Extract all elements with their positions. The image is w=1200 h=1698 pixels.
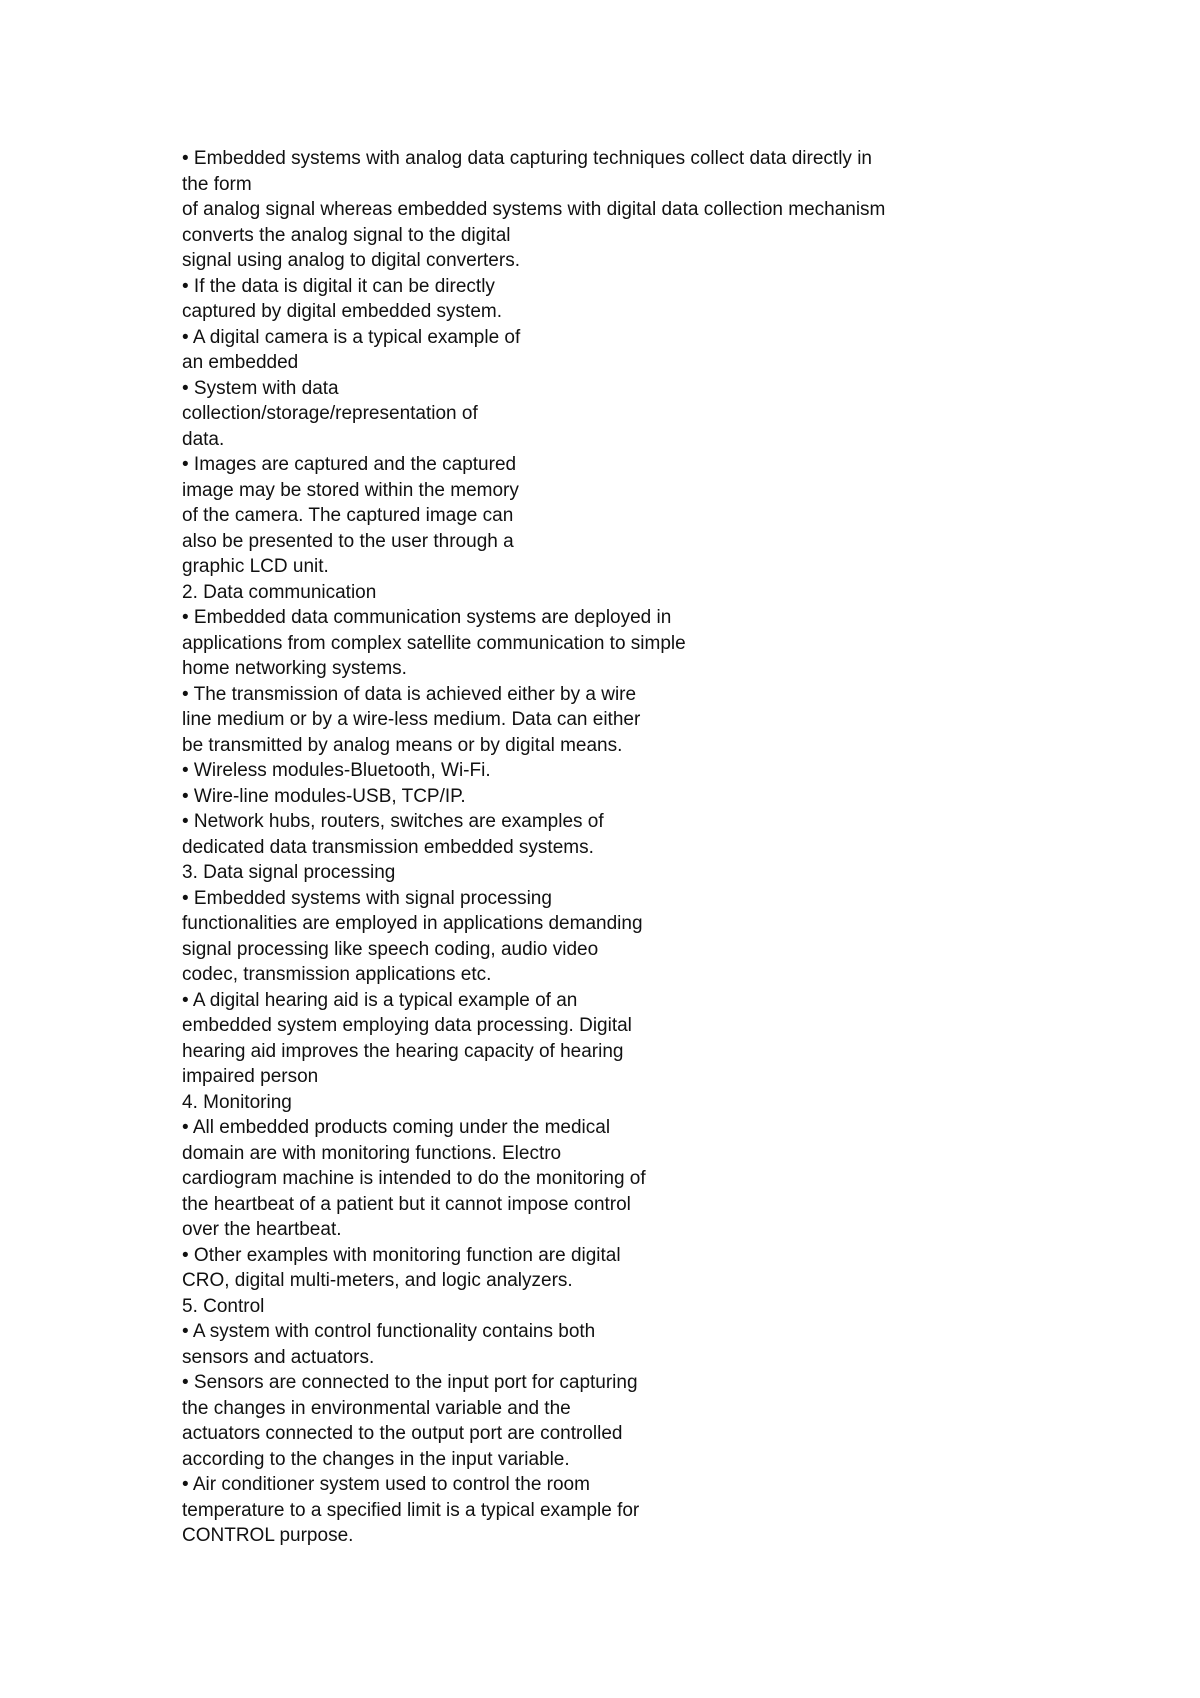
text-line: also be presented to the user through a [182, 530, 514, 552]
section-heading: 5. Control [182, 1295, 265, 1317]
text-line: graphic LCD unit. [182, 556, 329, 577]
text-line: • Network hubs, routers, switches are examples of [182, 811, 604, 832]
text-line: collection/storage/representation of [182, 403, 478, 424]
text-line: over the heartbeat. [182, 1219, 342, 1240]
text-line: hearing aid improves the hearing capacity of hearing [182, 1040, 624, 1062]
text-line: the changes in environmental variable and the [182, 1397, 571, 1419]
text-line: sensors and actuators. [182, 1346, 375, 1368]
text-line: • Air conditioner system used to control the room [182, 1474, 590, 1495]
section-heading: 3. Data signal processing [182, 862, 396, 883]
text-line: dedicated data transmission embedded systems. [182, 836, 594, 858]
text-line: CRO, digital multi-meters, and logic analyzers. [182, 1270, 573, 1291]
text-line: cardiogram machine is intended to do the monitoring of [182, 1168, 646, 1189]
text-line: codec, transmission applications etc. [182, 964, 492, 985]
section-heading: 4. Monitoring [182, 1091, 292, 1113]
text-line: impaired person [182, 1066, 319, 1087]
text-line: captured by digital embedded system. [182, 301, 503, 322]
text-line: • Embedded data communication systems are deployed in [182, 607, 672, 628]
text-line: applications from complex satellite communication to simple [182, 632, 686, 654]
text-line: actuators connected to the output port are controlled [182, 1423, 623, 1444]
text-line: • A system with control functionality contains both [182, 1321, 596, 1342]
text-line: CONTROL purpose. [182, 1525, 354, 1546]
document-body [182, 146, 1082, 1549]
text-line: signal processing like speech coding, audio video [182, 938, 599, 960]
text-line: • The transmission of data is achieved either by a wire [182, 683, 637, 705]
text-line: temperature to a specified limit is a typical example for [182, 1499, 640, 1521]
text-line: of the camera. The captured image can [182, 505, 514, 526]
text-line: an embedded [182, 352, 299, 373]
text-line: • Embedded systems with analog data capturing techniques collect data directly in [182, 148, 872, 169]
text-line: • Embedded systems with signal processing [182, 887, 552, 909]
text-line: • A digital hearing aid is a typical example of an [182, 989, 578, 1011]
text-line: be transmitted by analog means or by digital means. [182, 734, 623, 756]
text-line: • All embedded products coming under the medical [182, 1117, 611, 1138]
text-line: signal using analog to digital converters. [182, 250, 520, 271]
text-line: functionalities are employed in applications demanding [182, 913, 643, 934]
text-line: the form [182, 173, 252, 195]
section-heading: 2. Data communication [182, 581, 377, 603]
text-line: • Sensors are connected to the input port for capturing [182, 1372, 638, 1393]
text-line: according to the changes in the input variable. [182, 1448, 570, 1470]
text-line: • Wireless modules-Bluetooth, Wi-Fi. [182, 760, 491, 781]
text-line: image may be stored within the memory [182, 479, 519, 501]
text-line: home networking systems. [182, 658, 407, 679]
text-line: line medium or by a wire-less medium. Data can either [182, 709, 641, 730]
text-line: data. [182, 428, 225, 450]
text-line: domain are with monitoring functions. Electro [182, 1142, 562, 1164]
text-line: • System with data [182, 377, 339, 399]
text-line: • Other examples with monitoring function are digital [182, 1244, 621, 1266]
text-line: converts the analog signal to the digital [182, 224, 511, 246]
text-line: • A digital camera is a typical example of [182, 326, 521, 348]
text-line: embedded system employing data processing. Digital [182, 1015, 632, 1036]
text-line: • Images are captured and the captured [182, 454, 517, 475]
text-line: • Wire-line modules-USB, TCP/IP. [182, 785, 466, 807]
text-line: • If the data is digital it can be directly [182, 275, 495, 297]
text-line: the heartbeat of a patient but it cannot impose control [182, 1193, 631, 1215]
text-line: of analog signal whereas embedded systems with digital data collection mechanism [182, 199, 886, 220]
